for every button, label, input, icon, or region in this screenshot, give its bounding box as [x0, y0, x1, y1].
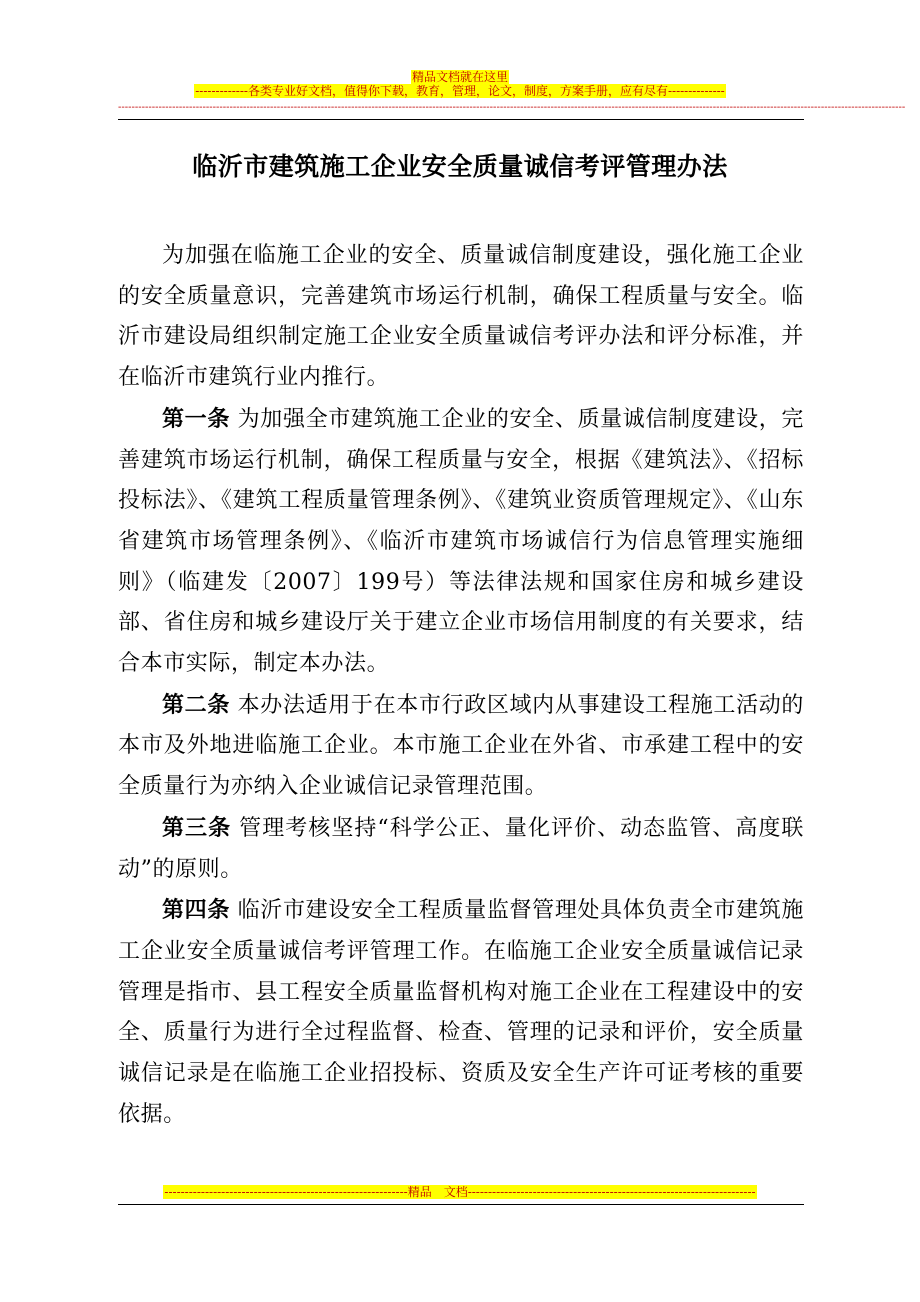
- document-title: 临沂市建筑施工企业安全质量诚信考评管理办法: [192, 152, 728, 181]
- header-line-1: [0, 66, 920, 85]
- header-banner-slogan: -------------各类专业好文档，值得你下载，教育，管理，论文，制度，方案手册，应有尽有--------------: [195, 84, 725, 98]
- header-dashed-separator: -----------------------------------------------------------------------------------------------------------------------------------------------------------------------------------------------------------------------------------------: [118, 102, 906, 113]
- footer-line: [0, 1185, 920, 1200]
- document-body: [118, 236, 804, 1135]
- header-banner-title: 精品文档就在这里: [411, 70, 508, 84]
- article-text: 本办法适用于在本市行政区域内从事建设工程施工活动的本市及外地进临施工企业。本市施工企业在外省、市承建工程中的安全质量行为亦纳入企业诚信记录管理范围。: [118, 692, 804, 800]
- article-label: 第一条: [162, 405, 230, 432]
- footer-rule: [118, 1204, 804, 1205]
- article-paragraph: [118, 808, 804, 890]
- article-label: 第三条: [162, 814, 232, 841]
- article-paragraph: [118, 890, 804, 1135]
- article-paragraph: [118, 399, 804, 685]
- article-text: 临沂市建设安全工程质量监督管理处具体负责全市建筑施工企业安全质量诚信考评管理工作。在临施工企业安全质量诚信记录管理是指市、县工程安全质量监督机构对施工企业在工程建设中的安全、质量行为进行全过程监督、检查、管理的记录和评价，安全质量诚信记录是在临施工企业招投标、资质及安全生产许可证考核的重要依据。: [118, 898, 804, 1127]
- article-label: 第二条: [162, 691, 230, 718]
- article-text: 为加强全市建筑施工企业的安全、质量诚信制度建设，完善建筑市场运行机制，确保工程质量与安全，根据《建筑法》、《招标投标法》、《建筑工程质量管理条例》、《建筑业资质管理规定》、《山东省建筑市场管理条例》、《临沂市建筑市场诚信行为信息管理实施细则》（临建发〔2007〕199号）等法律法规和国家住房和城乡建设部、省住房和城乡建设厅关于建立企业市场信用制度的有关要求，结合本市实际，制定本办法。: [118, 406, 804, 677]
- header-rule: [118, 119, 804, 120]
- article-paragraph: [118, 685, 804, 808]
- article-label: 第四条: [162, 897, 230, 924]
- header-line-2: [0, 84, 920, 99]
- article-text: 管理考核坚持“科学公正、量化评价、动态监管、高度联动”的原则。: [118, 815, 805, 882]
- footer-banner: ------------------------------------------------------------精品 文档-----------------------------------------------------------------------: [164, 1185, 756, 1199]
- intro-paragraph: 为加强在临施工企业的安全、质量诚信制度建设，强化施工企业的安全质量意识，完善建筑市场运行机制，确保工程质量与安全。临沂市建设局组织制定施工企业安全质量诚信考评办法和评分标准，并在临沂市建筑行业内推行。: [118, 243, 804, 391]
